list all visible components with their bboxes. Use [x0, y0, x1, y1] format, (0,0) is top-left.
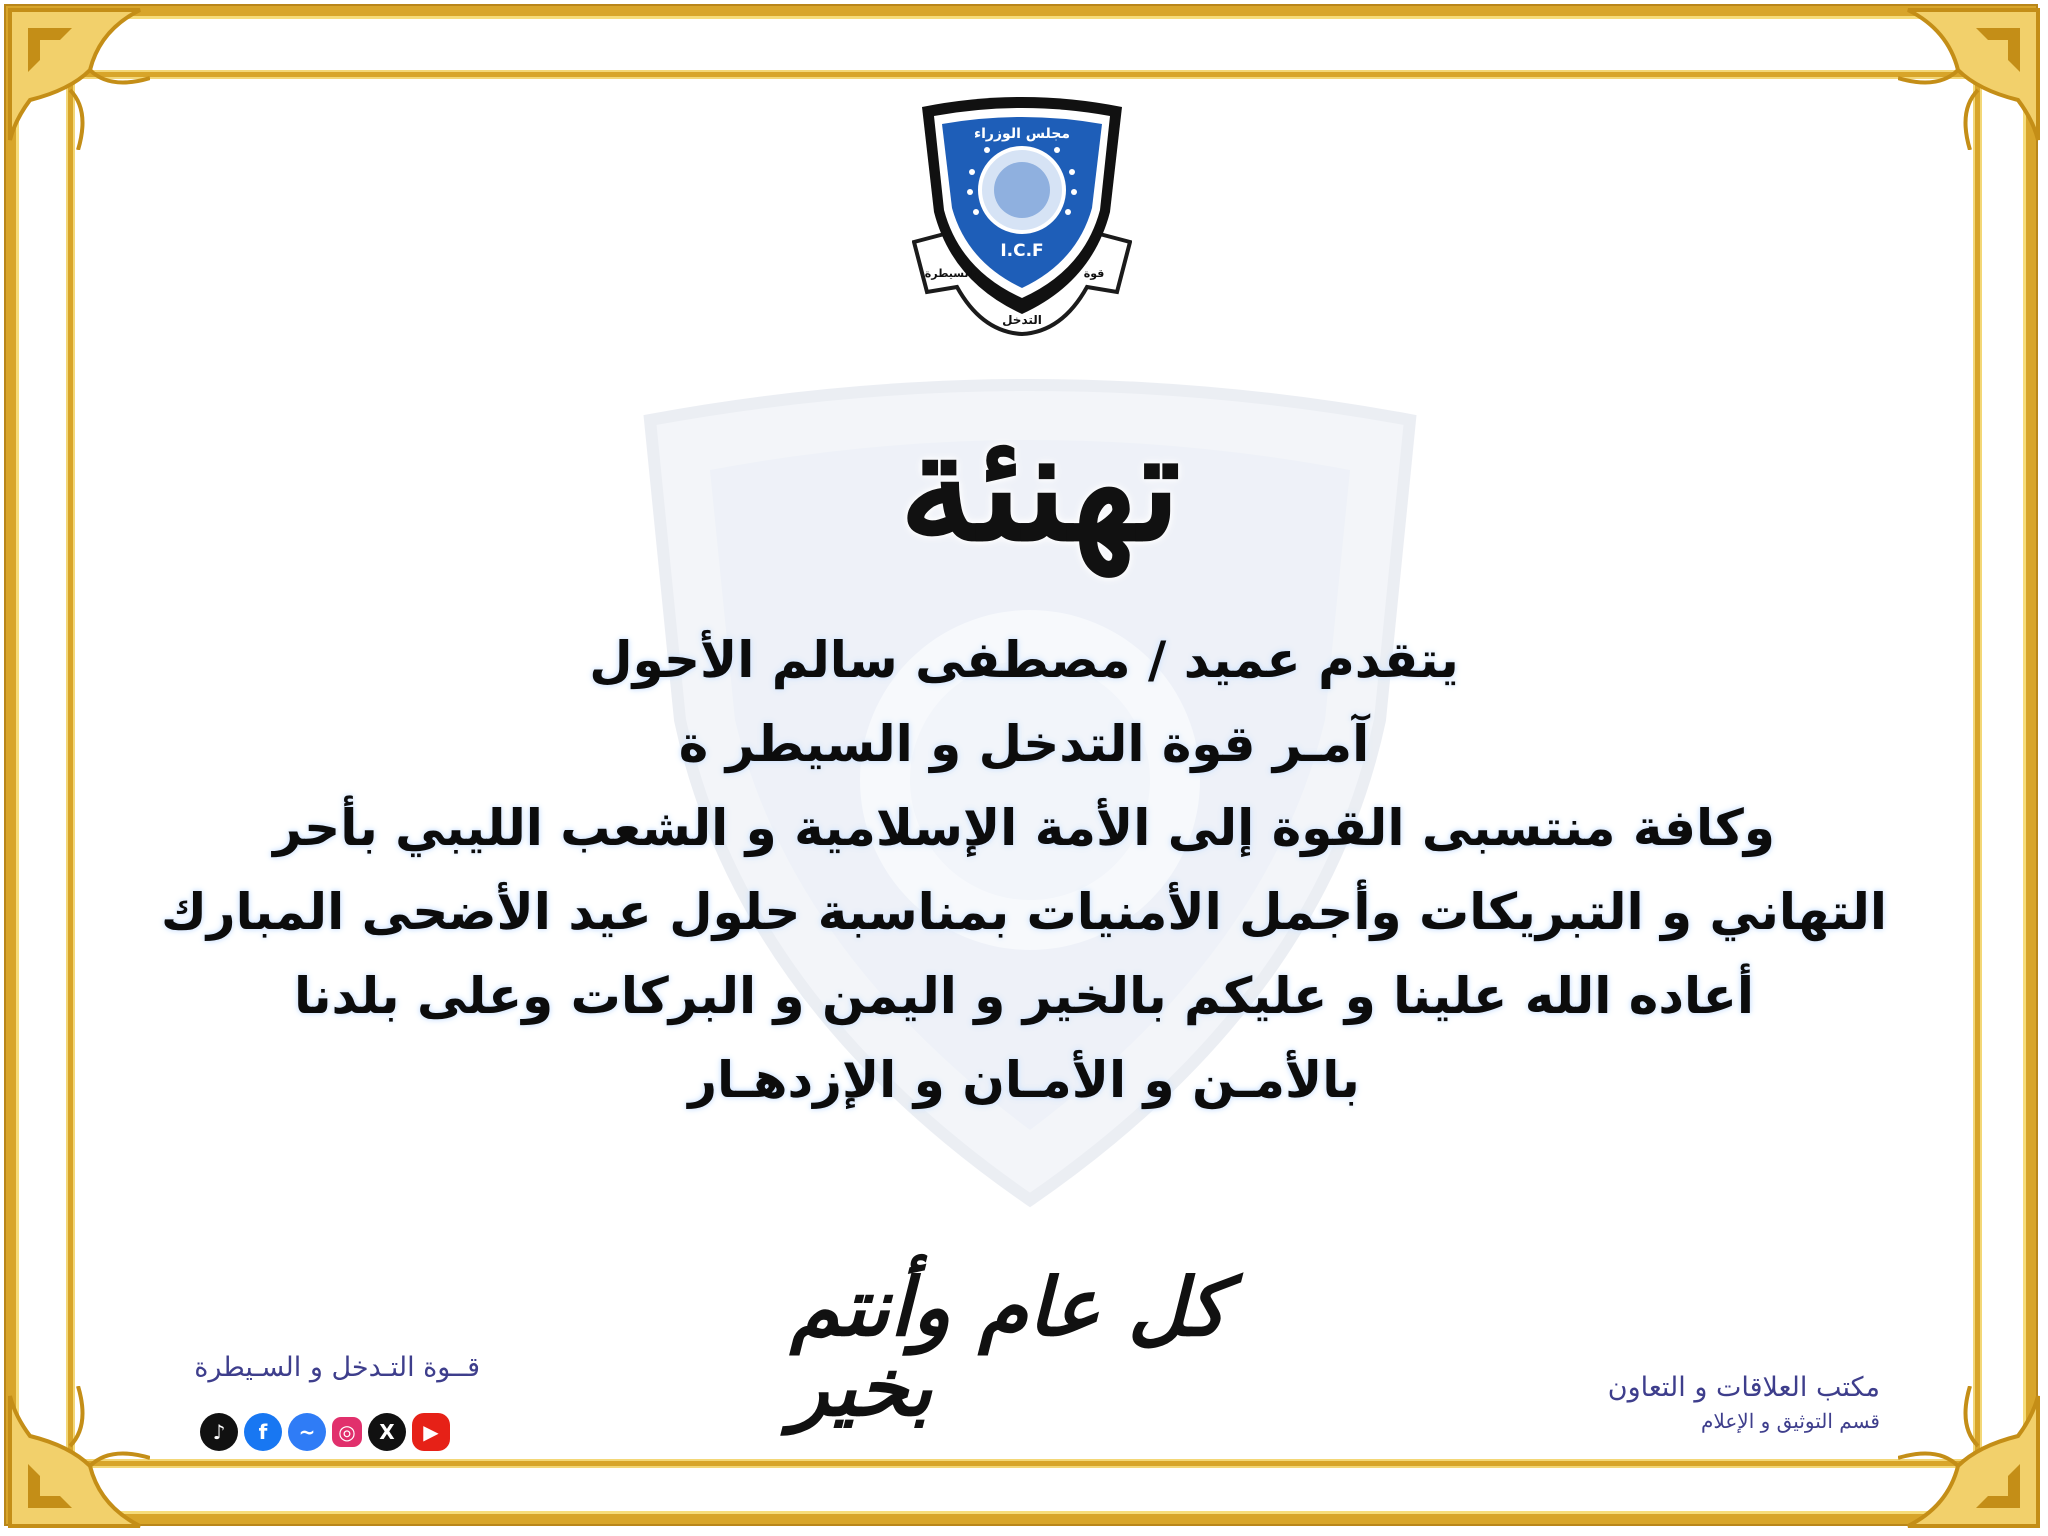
office-signature [1480, 1370, 1880, 1436]
message-line: بالأمـن و الأمـان و الإزدهـار [688, 1051, 1360, 1109]
logo-ribbon-left: والسيطرة [924, 267, 980, 280]
corner-ornament-top-right [1898, 0, 2048, 150]
corner-ornament-bottom-right [1898, 1386, 2048, 1536]
logo-ribbon-right: قوة [1083, 267, 1105, 280]
messenger-icon[interactable]: ~ [288, 1413, 326, 1451]
youtube-icon[interactable]: ▶ [412, 1413, 450, 1451]
greeting-message [130, 618, 1918, 1122]
logo-ribbon-center: التدخل [1002, 313, 1042, 327]
message-line: يتقدم عميد / مصطفى سالم الأحول [589, 631, 1459, 689]
logo-center-text: I.C.F [1000, 241, 1044, 261]
closing-text: كل عام وأنتم بخير [790, 1260, 1227, 1434]
logo-top-text: مجلس الوزراء [973, 126, 1071, 142]
icf-shield-logo [912, 92, 1132, 342]
message-line: وكافة منتسبى القوة إلى الأمة الإسلامية و الشعب الليبي بأحر [273, 799, 1775, 857]
x-icon[interactable]: X [368, 1413, 406, 1451]
force-name: قــوة التـدخل و السـيطرة [194, 1352, 480, 1383]
title-calligraphy [830, 372, 1250, 602]
message-line: آمـر قوة التدخل و السيطر ة [678, 715, 1370, 773]
closing-calligraphy [790, 1262, 1260, 1432]
message-line: أعاده الله علينا و عليكم بالخير و اليمن و البركات وعلى بلدنا [293, 967, 1755, 1025]
corner-ornament-top-left [0, 0, 150, 150]
facebook-icon[interactable]: f [244, 1413, 282, 1451]
office-department: قسم التوثيق و الإعلام [1701, 1409, 1880, 1433]
corner-ornament-bottom-left [0, 1386, 150, 1536]
office-name: مكتب العلاقات و التعاون [1607, 1372, 1880, 1403]
message-line: التهاني و التبريكات وأجمل الأمنيات بمناسبة حلول عيد الأضحى المبارك [160, 883, 1888, 941]
social-links [200, 1412, 450, 1452]
instagram-icon[interactable]: ◎ [332, 1417, 362, 1447]
page-title: تهنئة [899, 399, 1181, 575]
tiktok-icon[interactable]: ♪ [200, 1413, 238, 1451]
